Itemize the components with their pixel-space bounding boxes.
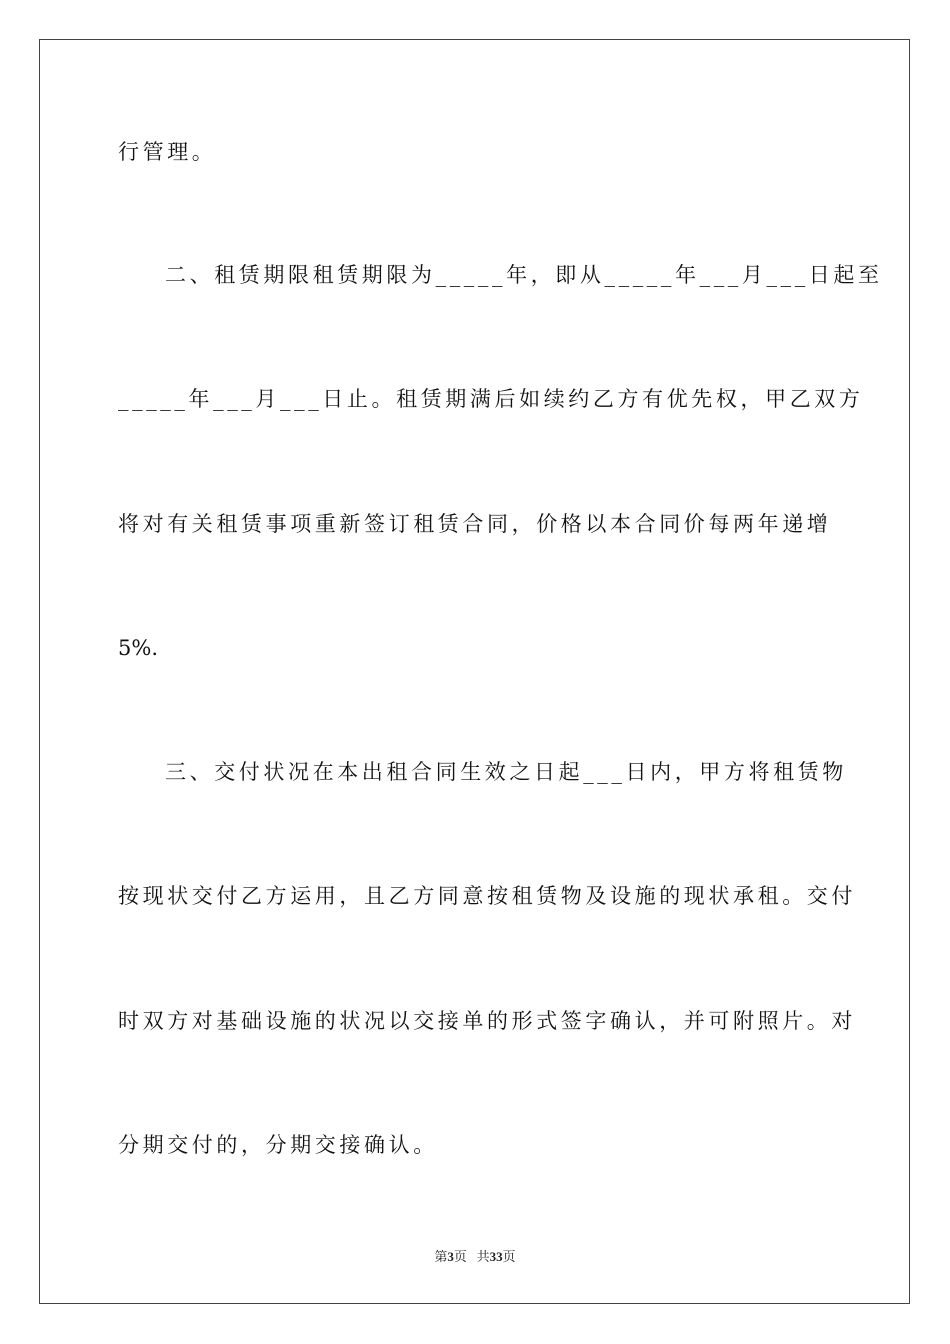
- text-line-1: 行管理。: [118, 140, 217, 164]
- text-line-5: 5%.: [118, 636, 158, 660]
- page-border: [39, 39, 910, 1304]
- text-line-7: 按现状交付乙方运用，且乙方同意按租赁物及设施的现状承租。交付: [118, 884, 856, 908]
- footer-total-suffix: 页: [502, 1249, 516, 1264]
- text-line-2: 二、租赁期限租赁期限为_____年，即从_____年___月___日起至: [165, 263, 883, 287]
- text-line-6: 三、交付状况在本出租合同生效之日起___日内，甲方将租赁物: [165, 760, 847, 784]
- page-footer: [0, 1248, 950, 1266]
- text-line-9: 分期交付的，分期交接确认。: [118, 1133, 438, 1157]
- text-line-4: 将对有关租赁事项重新签订租赁合同，价格以本合同价每两年递增: [118, 512, 832, 536]
- footer-total-pages: 33: [489, 1249, 503, 1264]
- footer-total-prefix: 共: [476, 1249, 490, 1264]
- text-line-3: _____年___月___日止。租赁期满后如续约乙方有优先权，甲乙双方: [118, 387, 864, 411]
- text-line-8: 时双方对基础设施的状况以交接单的形式签字确认，并可附照片。对: [118, 1009, 856, 1033]
- footer-page-prefix: 第: [434, 1249, 448, 1264]
- footer-page-number: 3: [447, 1249, 454, 1264]
- footer-page-suffix: 页: [453, 1249, 467, 1264]
